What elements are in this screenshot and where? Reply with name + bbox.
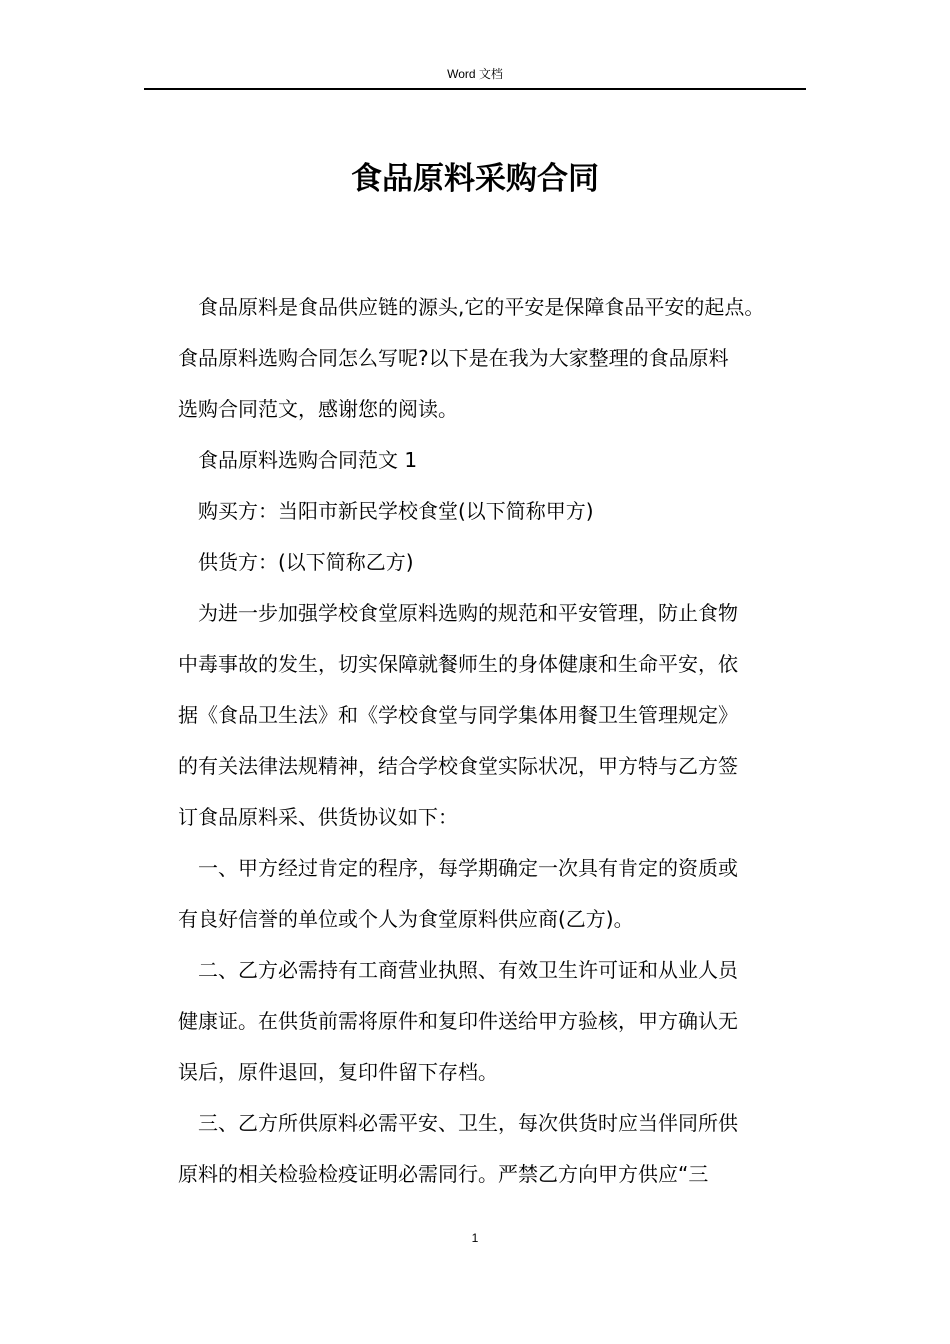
page-number: 1	[471, 1231, 479, 1245]
clause-line: 误后，原件退回，复印件留下存档。	[178, 1060, 498, 1084]
body-line: 的有关法律法规精神，结合学校食堂实际状况，甲方特与乙方签	[178, 754, 738, 778]
supplier-line: 供货方：(以下简称乙方)	[198, 550, 414, 574]
clause-line: 三、乙方所供原料必需平安、卫生，每次供货时应当伴同所供	[198, 1111, 738, 1135]
document-title: 食品原料采购合同	[351, 161, 599, 197]
body-line: 据《食品卫生法》和《学校食堂与同学集体用餐卫生管理规定》	[178, 703, 738, 727]
clause-line: 一、甲方经过肯定的程序，每学期确定一次具有肯定的资质或	[198, 856, 738, 880]
clause-line: 二、乙方必需持有工商营业执照、有效卫生许可证和从业人员	[198, 958, 738, 982]
header-divider	[144, 88, 806, 90]
section-heading: 食品原料选购合同范文 1	[198, 448, 418, 472]
body-line: 为进一步加强学校食堂原料选购的规范和平安管理，防止食物	[198, 601, 738, 625]
body-line: 中毒事故的发生，切实保障就餐师生的身体健康和生命平安，依	[178, 652, 738, 676]
buyer-line: 购买方：当阳市新民学校食堂(以下简称甲方)	[198, 499, 594, 523]
body-line: 选购合同范文，感谢您的阅读。	[178, 397, 458, 421]
clause-line: 有良好信誉的单位或个人为食堂原料供应商(乙方)。	[178, 907, 634, 931]
document-body	[178, 282, 818, 1200]
body-line: 食品原料选购合同怎么写呢?以下是在我为大家整理的食品原料	[178, 346, 729, 370]
body-line: 食品原料是食品供应链的源头,它的平安是保障食品平安的起点。	[198, 295, 765, 319]
page-header-label: Word 文档	[447, 67, 503, 81]
clause-line: 原料的相关检验检疫证明必需同行。严禁乙方向甲方供应“三	[178, 1162, 709, 1186]
clause-line: 健康证。在供货前需将原件和复印件送给甲方验核，甲方确认无	[178, 1009, 738, 1033]
body-line: 订食品原料采、供货协议如下：	[178, 805, 458, 829]
